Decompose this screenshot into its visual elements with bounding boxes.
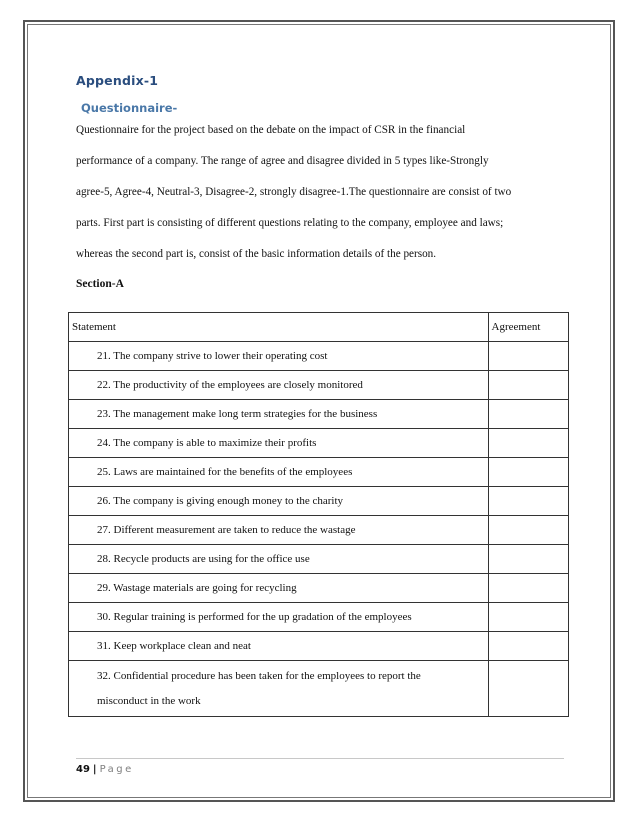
table-header-row <box>69 313 569 342</box>
statement-text: 24. The company is able to maximize their profits <box>97 437 317 449</box>
statement-text: 23. The management make long term strategies for the business <box>97 408 378 420</box>
table-row <box>69 545 569 574</box>
questionnaire-table <box>68 312 569 717</box>
statement-text: 27. Different measurement are taken to reduce the wastage <box>97 524 356 536</box>
statement-text: 26. The company is giving enough money to the charity <box>97 495 344 507</box>
paragraph-line: Questionnaire for the project based on the debate on the impact of CSR in the financial <box>76 124 466 136</box>
statement-cell <box>69 400 489 429</box>
agreement-cell[interactable] <box>488 661 568 717</box>
statement-cell <box>69 661 489 717</box>
statement-cell <box>69 545 489 574</box>
statement-text: 30. Regular training is performed for the up gradation of the employees <box>97 611 412 623</box>
questionnaire-subheading: Questionnaire- <box>81 101 178 115</box>
agreement-cell[interactable] <box>488 371 568 400</box>
footer-divider <box>76 758 564 759</box>
agreement-cell[interactable] <box>488 400 568 429</box>
table-row <box>69 661 569 717</box>
table-row <box>69 487 569 516</box>
table-row <box>69 574 569 603</box>
statement-cell <box>69 632 489 661</box>
agreement-cell[interactable] <box>488 487 568 516</box>
agreement-cell[interactable] <box>488 458 568 487</box>
agreement-cell[interactable] <box>488 574 568 603</box>
page-number: 49 <box>76 764 90 775</box>
table-row <box>69 458 569 487</box>
agreement-cell[interactable] <box>488 632 568 661</box>
footer-separator: | <box>92 764 97 775</box>
page-footer <box>76 764 134 775</box>
agreement-cell[interactable] <box>488 342 568 371</box>
statement-text: 29. Wastage materials are going for recycling <box>97 582 297 594</box>
statement-cell <box>69 516 489 545</box>
paragraph-line: parts. First part is consisting of different questions relating to the company, employee and laws; <box>76 217 504 229</box>
header-statement: Statement <box>69 313 489 342</box>
statement-text: 31. Keep workplace clean and neat <box>97 640 251 652</box>
statement-cell <box>69 429 489 458</box>
statement-text: 28. Recycle products are using for the office use <box>97 553 310 565</box>
paragraph-line: performance of a company. The range of agree and disagree divided in 5 types like-Strongly <box>76 155 489 167</box>
statement-cell <box>69 574 489 603</box>
agreement-cell[interactable] <box>488 429 568 458</box>
agreement-cell[interactable] <box>488 545 568 574</box>
table-row <box>69 632 569 661</box>
page-label: Page <box>99 764 134 775</box>
intro-paragraph <box>76 115 570 270</box>
header-agreement: Agreement <box>488 313 568 342</box>
table-row <box>69 342 569 371</box>
agreement-cell[interactable] <box>488 516 568 545</box>
statement-text: 21. The company strive to lower their operating cost <box>97 350 328 362</box>
table-row <box>69 429 569 458</box>
statement-cell <box>69 487 489 516</box>
statement-text <box>69 664 488 714</box>
table-row <box>69 516 569 545</box>
table-row <box>69 603 569 632</box>
appendix-heading: Appendix-1 <box>76 73 159 88</box>
paragraph-line: agree-5, Agree-4, Neutral-3, Disagree-2, strongly disagree-1.The questionnaire are consist of two <box>76 186 512 198</box>
statement-cell <box>69 458 489 487</box>
statement-cell <box>69 603 489 632</box>
paragraph-line: whereas the second part is, consist of the basic information details of the person. <box>76 248 437 260</box>
statement-cell <box>69 342 489 371</box>
statement-text-line: misconduct in the work <box>97 694 201 707</box>
statement-cell <box>69 371 489 400</box>
table-row <box>69 371 569 400</box>
section-title: Section-A <box>76 278 124 290</box>
statement-text-line: 32. Confidential procedure has been taken for the employees to report the <box>97 669 421 682</box>
agreement-cell[interactable] <box>488 603 568 632</box>
statement-text: 25. Laws are maintained for the benefits of the employees <box>97 466 353 478</box>
statement-text: 22. The productivity of the employees are closely monitored <box>97 379 363 391</box>
table-row <box>69 400 569 429</box>
